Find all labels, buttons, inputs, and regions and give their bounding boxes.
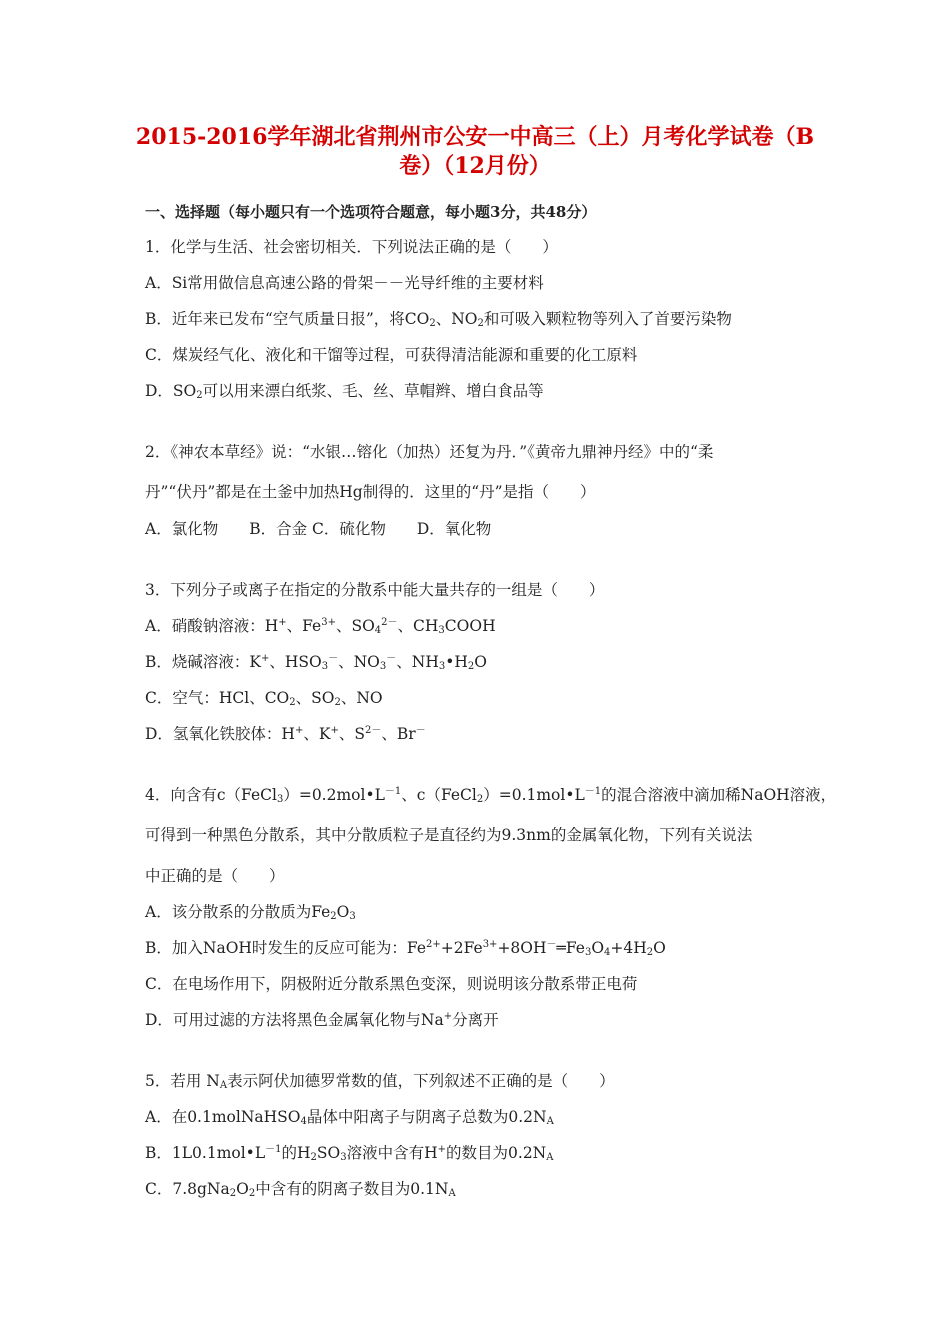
q2-stem-line-2: 丹”“伏丹”都是在土釜中加热Hg制得的．这里的“丹”是指（ ） [145, 483, 596, 501]
exam-title-line-2: 卷）（12月份） [399, 153, 551, 179]
q1-option-b: B．近年来已发布“空气质量日报”，将$CO_2$、$NO_2$和可吸入颗粒物等列入了首要污染物 [145, 310, 732, 329]
q4-option-c: C．在电场作用下，阴极附近分散系黑色变深，则说明该分散系带正电荷 [145, 975, 638, 993]
q2-options: A．氯化物 B．合金 C．硫化物 D．氧化物 [145, 520, 492, 538]
q2-stem-line-1: 2．《神农本草经》说：“水银…镕化（加热）还复为丹．”《黄帝九鼎神丹经》中的“柔 [145, 443, 714, 461]
q5-option-b: B．$1L0.1mol•L^{-1}$的$H_2SO_3$溶液中含有H+的数目为$0.2N_A$ [145, 1144, 554, 1163]
q1-option-c: C．煤炭经气化、液化和干馏等过程，可获得清洁能源和重要的化工原料 [145, 346, 638, 364]
q3-option-d: D．氢氧化铁胶体：H+、K+、$S^{2-}$、Br－ [145, 725, 426, 743]
exam-title-line-1: 2015-2016学年湖北省荆州市公安一中高三（上）月考化学试卷（B [135, 124, 815, 150]
q4-stem-line-3: 中正确的是（ ） [145, 867, 285, 885]
q4-stem-line-2: 可得到一种黑色分散系，其中分散质粒子是直径约为9.3nm的金属氧化物，下列有关说法 [145, 826, 753, 844]
q3-stem: 3．下列分子或离子在指定的分散系中能大量共存的一组是（ ） [145, 581, 605, 599]
q4-option-b: B．加入NaOH时发生的反应可能为：$Fe^{2+}+2Fe^{3+}+8OH^-═Fe_3O_4+4H_2O$ [145, 939, 666, 958]
q1-option-a: A．Si常用做信息高速公路的骨架－－光导纤维的主要材料 [145, 274, 544, 292]
q5-stem: 5．若用 $N_A$表示阿伏加德罗常数的值，下列叙述不正确的是（ ） [145, 1072, 615, 1091]
q1-option-d: D．$SO_2$可以用来漂白纸浆、毛、丝、草帽辫、增白食品等 [145, 382, 544, 401]
q1-stem: 1．化学与生活、社会密切相关．下列说法正确的是（ ） [145, 238, 558, 256]
q4-stem-line-1: 4．向含有$c(FeCl_3)=0.2mol•L^{-1}$、$c(FeCl_2)=0.1mol•L^{-1}$的混合溶液中滴加稀NaOH溶液， [145, 786, 837, 805]
q3-option-b: B．烧碱溶液：K+、$HSO_3^-$、$NO_3^-$、$NH_3•H_2O$ [145, 653, 487, 672]
q4-option-d: D．可用过滤的方法将黑色金属氧化物与Na+分离开 [145, 1011, 499, 1029]
q5-option-a: A．在0.1molNaHSO$_4$晶体中阳离子与阴离子总数为$0.2N_A$ [145, 1108, 554, 1127]
q3-option-c: C．空气：HCl、$CO_2$、$SO_2$、NO [145, 689, 383, 708]
q3-option-a: A．硝酸钠溶液：H+、$Fe^{3+}$、$SO_4^{2-}$、$CH_3COOH$ [145, 617, 496, 636]
q4-option-a: A．该分散系的分散质为$Fe_2O_3$ [145, 903, 356, 922]
q5-option-c: C．$7.8gNa_2O_2$中含有的阴离子数目为$0.1N_A$ [145, 1180, 456, 1199]
section-heading: 一、选择题（每小题只有一个选项符合题意，每小题3分，共48分） [145, 203, 597, 221]
